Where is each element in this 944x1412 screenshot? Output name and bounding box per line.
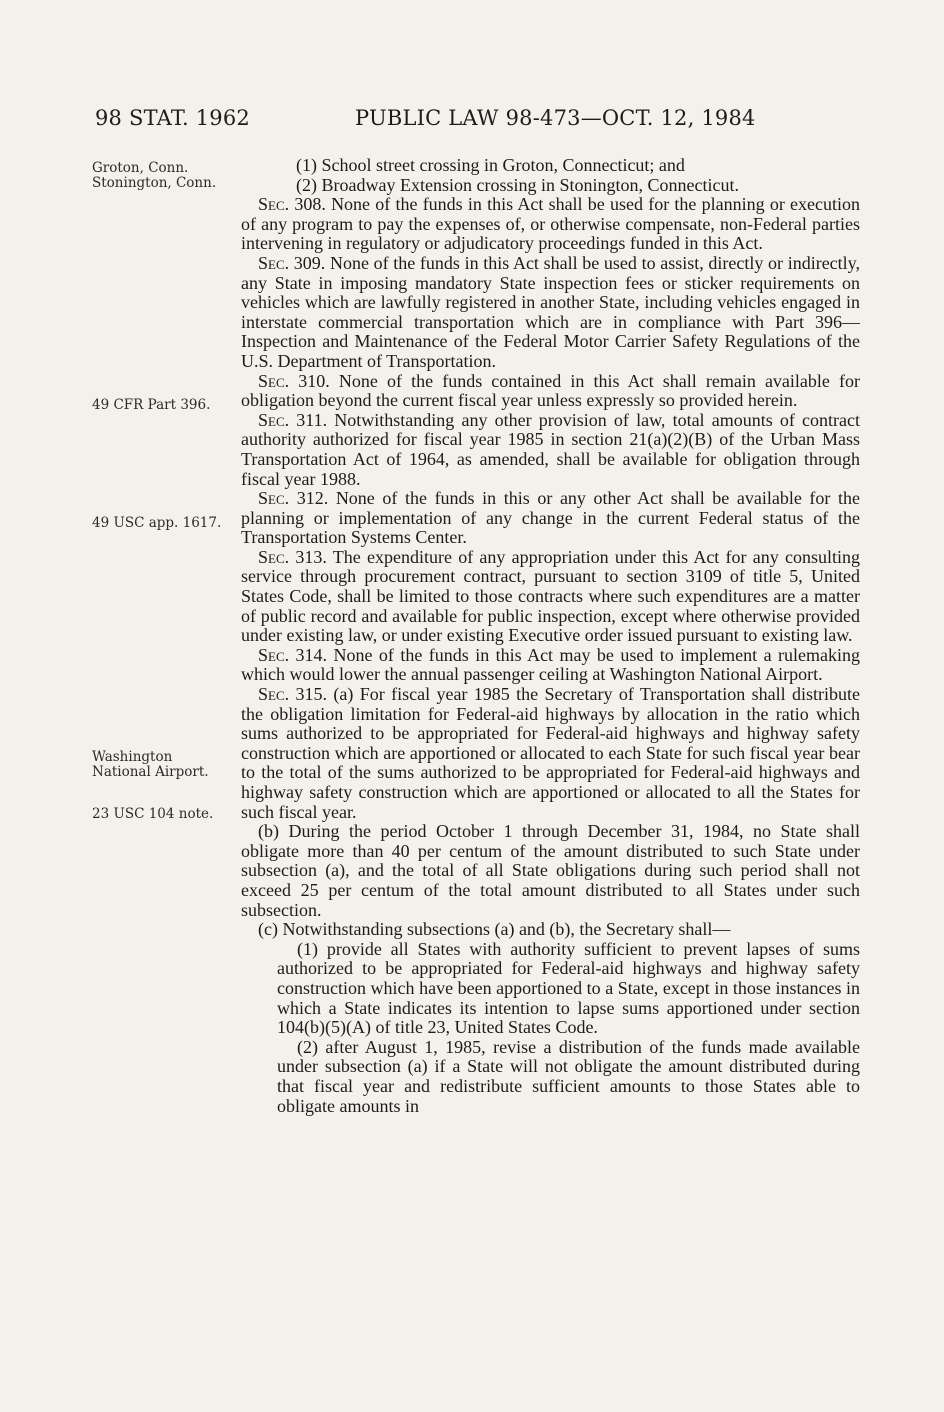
margin-note-washington: Washington National Airport. bbox=[92, 749, 209, 780]
section-315c-2: (2) after August 1, 1985, revise a distribution of the funds made available under subsection (a) if a State will not obligate the amount distributed during that fiscal year and redistribute sufficient amounts to those States able to obligate amounts in bbox=[277, 1036, 860, 1116]
section-text: None of the funds in this or any other Act shall be available for the planning or implementation of any change in the current Federal status of the Transportation Systems Center. bbox=[241, 488, 860, 548]
section-314 bbox=[241, 646, 860, 685]
section-312 bbox=[241, 489, 860, 548]
page-title: PUBLIC LAW 98-473—OCT. 12, 1984 bbox=[355, 106, 756, 130]
section-311 bbox=[241, 411, 860, 489]
section-label: Sec. 313. bbox=[258, 546, 327, 567]
margin-note-usc-app: 49 USC app. 1617. bbox=[92, 515, 222, 531]
section-315c-1: (1) provide all States with authority sufficient to prevent lapses of sums authorized to be appropriated for Federal-aid highways and highway safety construction which have been apportioned to a State, except in those instances in which a State indicates its intention to lapse sums apportioned under section 104(b)(5)(A) of title 23, United States Code. bbox=[277, 938, 860, 1038]
section-310 bbox=[241, 372, 860, 411]
section-309 bbox=[241, 254, 860, 372]
section-label: Sec. 308. bbox=[258, 194, 326, 215]
section-text: Notwithstanding any other provision of law, total amounts of contract authority authorized for fiscal year 1985 in section 21(a)(2)(B) of the Urban Mass Transportation Act of 1964, as amended, shall be available for obligation through fiscal year 1988. bbox=[241, 409, 860, 489]
section-label: Sec. 312. bbox=[258, 488, 329, 509]
section-text: None of the funds in this Act may be used to implement a rulemaking which would lower the annual passenger ceiling at Washington National Airport. bbox=[241, 644, 861, 685]
section-315b: (b) During the period October 1 through December 31, 1984, no State shall obligate more than 40 per centum of the amount distributed to such State under subsection (a), and the total of all State obligations during such period shall not exceed 25 per centum of the total amount distributed to all States under such subsection. bbox=[241, 821, 860, 920]
section-313 bbox=[241, 548, 860, 646]
section-label: Sec. 309. bbox=[258, 252, 326, 273]
page-reference: 98 STAT. 1962 bbox=[95, 106, 250, 130]
paragraph-item-1: (1) School street crossing in Groton, Connecticut; and bbox=[296, 155, 685, 175]
section-text: None of the funds contained in this Act shall remain available for obligation beyond the current fiscal year unless expressly so provided herein. bbox=[241, 370, 861, 411]
margin-note-cfr: 49 CFR Part 396. bbox=[92, 397, 211, 413]
section-315c: (c) Notwithstanding subsections (a) and (b), the Secretary shall— bbox=[258, 919, 731, 940]
section-text: None of the funds in this Act shall be used for the planning or execution of any program to pay the expenses of, or otherwise compensate, non-Federal parties intervening in regulatory or adjudicatory proceedings funded in this Act. bbox=[241, 194, 860, 254]
paragraph-item-2: (2) Broadway Extension crossing in Stonington, Connecticut. bbox=[296, 174, 739, 195]
section-label: Sec. 315. bbox=[258, 684, 327, 705]
margin-note-23usc: 23 USC 104 note. bbox=[92, 806, 214, 822]
margin-note-groton: Groton, Conn. Stonington, Conn. bbox=[92, 160, 217, 191]
section-text: The expenditure of any appropriation under this Act for any consulting service through procurement contract, pursuant to section 3109 of title 5, United States Code, shall be limited to those contracts where such expenditures are a matter of public record and available for public inspection, except where otherwise provided under existing law, or under existing Executive order issued pursuant to existing law. bbox=[241, 546, 860, 646]
main-text bbox=[241, 156, 860, 1116]
section-label: Sec. 310. bbox=[258, 370, 330, 391]
section-label: Sec. 311. bbox=[258, 409, 328, 430]
section-text: None of the funds in this Act shall be used to assist, directly or indirectly, any State in imposing mandatory State inspection fees or sticker requirements on vehicles which are lawfully registered in another State, including vehicles engaged in interstate commercial transportation which are in compliance with Part 396—Inspection and Maintenance of the Federal Motor Carrier Safety Regulations of the U.S. Department of Transportation. bbox=[241, 252, 861, 371]
section-308 bbox=[241, 195, 860, 254]
section-315a bbox=[241, 685, 860, 822]
section-label: Sec. 314. bbox=[258, 644, 328, 665]
section-text: (a) For fiscal year 1985 the Secretary of Transportation shall distribute the obligation limitation for Federal-aid highways by allocation in the ratio which sums authorized to be appropriated for Federal-aid highways and highway safety construction which are apportioned or allocated to each State for such fiscal year bear to the total of the sums authorized to be appropriated for Federal-aid highways and highway safety construction which are apportioned or allocated to all the States for such fiscal year. bbox=[241, 684, 860, 822]
